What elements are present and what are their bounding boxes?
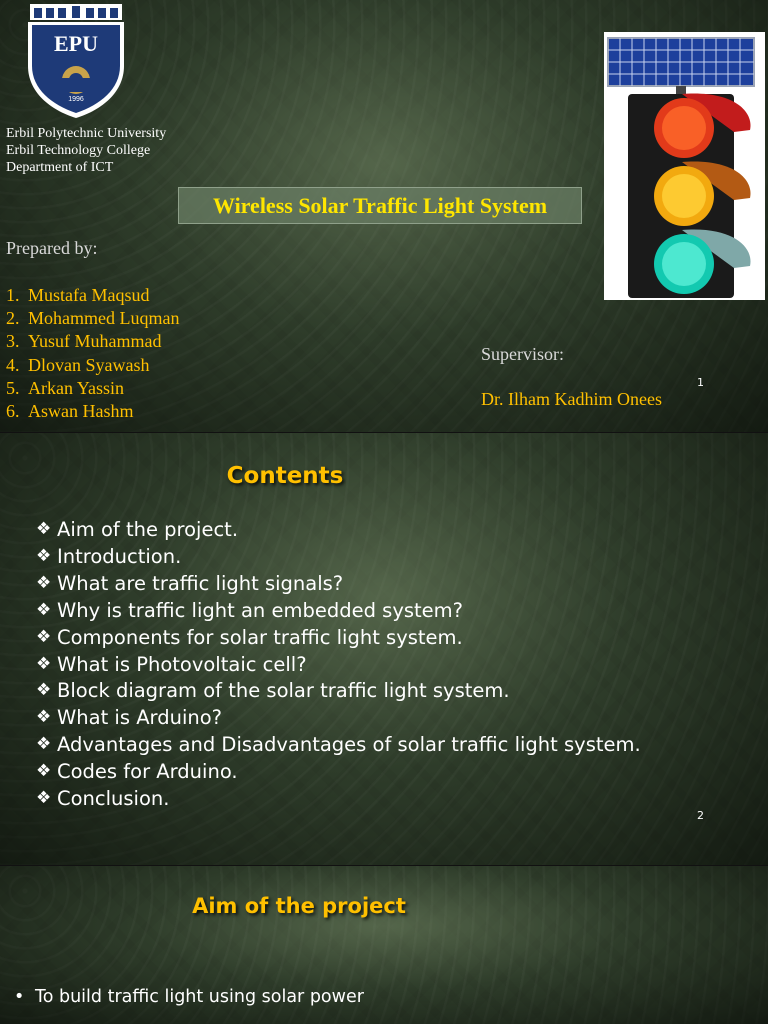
list-item: ❖ What is Arduino? bbox=[36, 706, 223, 730]
diamond-bullet-icon: ❖ bbox=[36, 707, 52, 728]
project-title: Wireless Solar Traffic Light System bbox=[178, 187, 582, 224]
diamond-bullet-icon: ❖ bbox=[36, 572, 52, 593]
contents-list bbox=[36, 517, 676, 813]
page-number: 1 bbox=[697, 376, 704, 389]
list-item: ❖ Aim of the project. bbox=[36, 518, 239, 541]
member-item: 6. Aswan Hashm bbox=[6, 401, 134, 422]
diamond-bullet-icon: ❖ bbox=[36, 545, 52, 566]
list-item: ❖ Introduction. bbox=[36, 544, 182, 568]
solar-traffic-light-image bbox=[604, 32, 765, 300]
prepared-by-label: Prepared by: bbox=[6, 238, 98, 258]
department-name: Department of ICT bbox=[6, 160, 114, 175]
diamond-bullet-icon: ❖ bbox=[36, 519, 52, 539]
logo-text: EPU bbox=[54, 31, 98, 56]
slide-title bbox=[0, 0, 768, 432]
supervisor-label: Supervisor: bbox=[481, 344, 564, 364]
diamond-bullet-icon: ❖ bbox=[36, 761, 52, 782]
diamond-bullet-icon: ❖ bbox=[36, 788, 52, 809]
traffic-light-icon bbox=[604, 32, 765, 300]
diamond-bullet-icon: ❖ bbox=[36, 653, 52, 674]
list-item: ❖ Components for solar traffic light system. bbox=[36, 625, 463, 649]
university-info bbox=[6, 125, 166, 176]
contents-heading: Contents bbox=[226, 463, 344, 489]
page-number: 2 bbox=[697, 809, 704, 822]
list-item: ❖ Advantages and Disadvantages of solar traffic light system. bbox=[36, 733, 641, 757]
list-item: ❖ Block diagram of the solar traffic light system. bbox=[36, 679, 510, 703]
list-item: ❖ Why is traffic light an embedded system? bbox=[36, 598, 464, 622]
list-item: ❖ What is Photovoltaic cell? bbox=[36, 652, 307, 676]
list-item: ❖ Conclusion. bbox=[36, 787, 170, 811]
epu-logo bbox=[24, 2, 128, 120]
member-item: 4. Dlovan Syawash bbox=[6, 354, 150, 375]
aim-heading: Aim of the project bbox=[192, 894, 406, 918]
list-item: • To build traffic light using solar power bbox=[14, 987, 364, 1007]
slide-contents bbox=[0, 433, 768, 865]
member-item: 3. Yusuf Muhammad bbox=[6, 331, 162, 352]
diamond-bullet-icon: ❖ bbox=[36, 599, 52, 620]
aim-list bbox=[14, 987, 364, 1007]
diamond-bullet-icon: ❖ bbox=[36, 734, 52, 755]
diamond-bullet-icon: ❖ bbox=[36, 626, 52, 647]
member-item: 5. Arkan Yassin bbox=[6, 377, 125, 398]
members-list bbox=[6, 284, 179, 423]
list-item: ❖ What are traffic light signals? bbox=[36, 571, 344, 595]
supervisor-name: Dr. Ilham Kadhim Onees bbox=[481, 389, 662, 409]
college-name: Erbil Technology College bbox=[6, 143, 151, 158]
logo-year: 1996 bbox=[68, 96, 84, 103]
bullet-icon: • bbox=[14, 987, 25, 1007]
diamond-bullet-icon: ❖ bbox=[36, 680, 52, 701]
university-name: Erbil Polytechnic University bbox=[6, 126, 167, 141]
member-item: 1. Mustafa Maqsud bbox=[6, 285, 150, 305]
slide-aim bbox=[0, 866, 768, 1024]
member-item: 2. Mohammed Luqman bbox=[6, 308, 180, 329]
list-item: ❖ Codes for Arduino. bbox=[36, 760, 238, 784]
